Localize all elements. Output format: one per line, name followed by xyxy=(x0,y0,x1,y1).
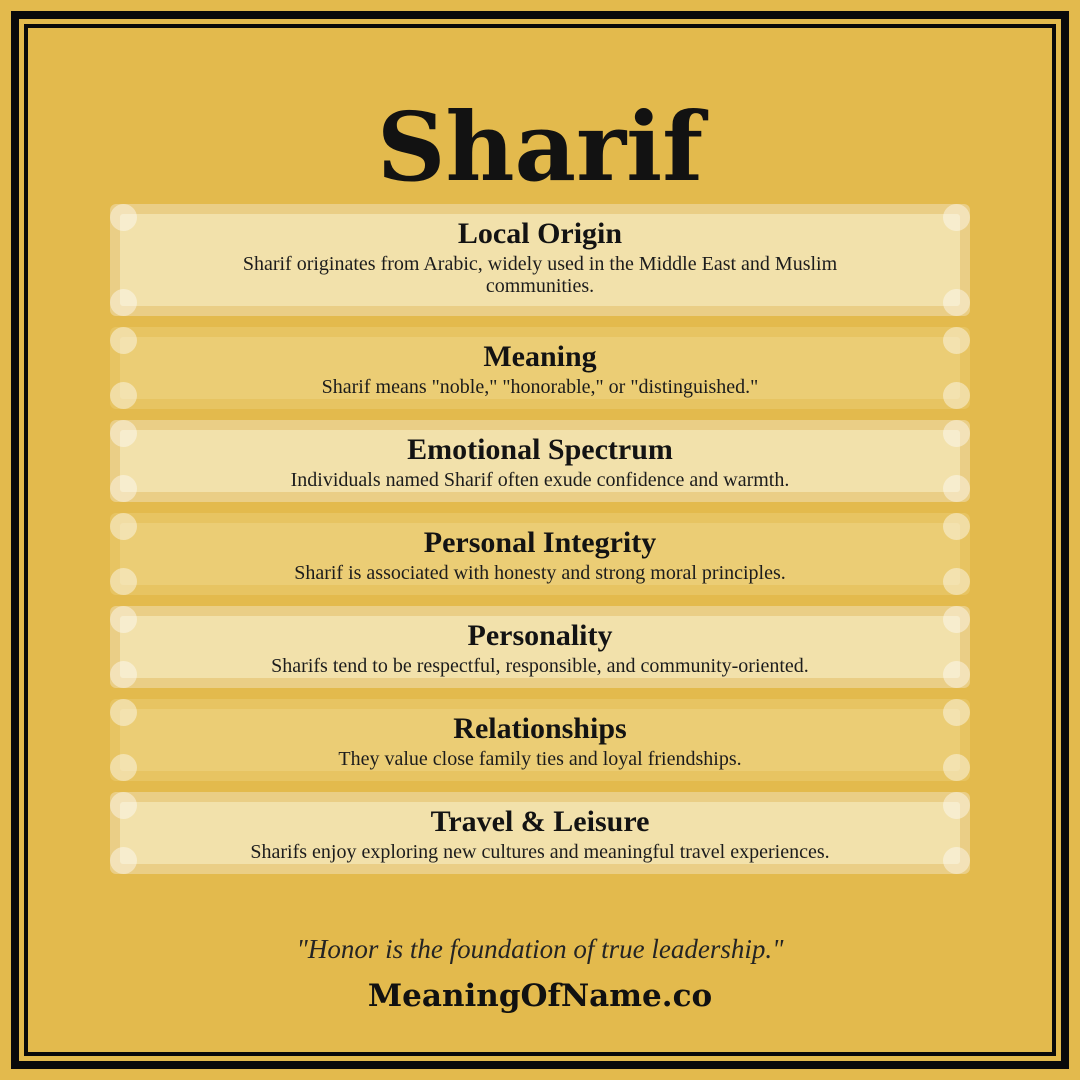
card-body-panel xyxy=(120,337,960,399)
corner-dot xyxy=(110,204,137,231)
corner-dot xyxy=(110,568,137,595)
corner-dot xyxy=(943,327,970,354)
corner-dot xyxy=(110,754,137,781)
card-relationships xyxy=(110,699,970,781)
corner-dot xyxy=(110,327,137,354)
corner-dot xyxy=(943,289,970,316)
footer-quote: "Honor is the foundation of true leadership." xyxy=(296,934,784,964)
card-heading: Local Origin xyxy=(457,217,623,250)
card-description: Sharif is associated with honesty and strong moral principles. xyxy=(294,561,786,584)
card-description: Individuals named Sharif often exude confidence and warmth. xyxy=(290,468,790,491)
card-personality xyxy=(110,606,970,688)
corner-dot xyxy=(110,847,137,874)
card-body-panel xyxy=(120,523,960,585)
card-body-panel xyxy=(120,802,960,864)
card-body-panel xyxy=(120,430,960,492)
card-heading: Personality xyxy=(467,619,613,652)
corner-dot xyxy=(943,204,970,231)
corner-dot xyxy=(110,606,137,633)
corner-dot xyxy=(943,792,970,819)
card-personal-integrity xyxy=(110,513,970,595)
corner-dot xyxy=(110,513,137,540)
corner-dot xyxy=(943,661,970,688)
corner-dot xyxy=(110,792,137,819)
corner-dot xyxy=(943,606,970,633)
brand-name: MeaningOfName.co xyxy=(367,978,713,1014)
card-heading: Personal Integrity xyxy=(423,526,657,559)
corner-dot xyxy=(943,475,970,502)
card-heading: Travel & Leisure xyxy=(430,805,650,838)
card-body-panel xyxy=(120,709,960,771)
card-description: Sharifs enjoy exploring new cultures and meaningful travel experiences. xyxy=(250,840,830,863)
card-meaning xyxy=(110,327,970,409)
info-cards-list xyxy=(110,204,970,874)
card-description: Sharifs tend to be respectful, responsible, and community-oriented. xyxy=(271,654,809,677)
corner-dot xyxy=(943,754,970,781)
card-heading: Emotional Spectrum xyxy=(407,433,673,466)
card-description: Sharif originates from Arabic, widely used in the Middle East and Muslim communities. xyxy=(242,252,838,297)
corner-dot xyxy=(943,568,970,595)
card-body-panel xyxy=(120,616,960,678)
card-description: Sharif means "noble," "honorable," or "distinguished." xyxy=(321,375,759,398)
corner-dot xyxy=(110,382,137,409)
card-emotional-spectrum xyxy=(110,420,970,502)
page-title: Sharif xyxy=(376,91,704,203)
card-body-panel xyxy=(120,214,960,306)
corner-dot xyxy=(110,699,137,726)
corner-dot xyxy=(943,699,970,726)
card-local-origin xyxy=(110,204,970,316)
corner-dot xyxy=(943,420,970,447)
card-travel-leisure xyxy=(110,792,970,874)
card-description: They value close family ties and loyal friendships. xyxy=(338,747,742,770)
corner-dot xyxy=(943,513,970,540)
corner-dot xyxy=(943,847,970,874)
corner-dot xyxy=(110,661,137,688)
corner-dot xyxy=(110,289,137,316)
card-heading: Relationships xyxy=(453,712,627,745)
card-heading: Meaning xyxy=(483,340,597,373)
corner-dot xyxy=(110,420,137,447)
corner-dot xyxy=(943,382,970,409)
corner-dot xyxy=(110,475,137,502)
